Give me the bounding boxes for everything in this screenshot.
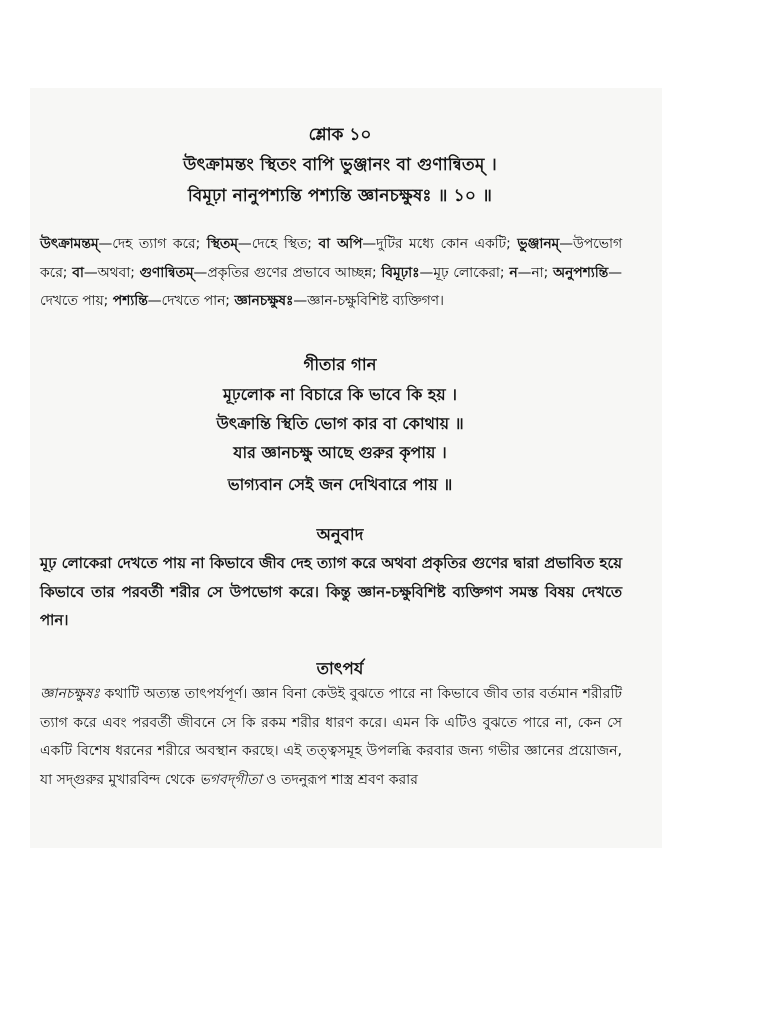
song-line: মূঢ়লোক না বিচারে কি ভাবে কি হয় । (223, 385, 457, 404)
synonym-word: উৎক্রামন্তম্ (40, 236, 99, 252)
synonym-word: ভুঞ্জানম্ (517, 236, 560, 252)
synonym-meaning: —অথবা; (83, 264, 140, 281)
synonym-word: গুণান্বিতম্ (139, 264, 194, 281)
synonym-meaning: —দেহ ত্যাগ করে; (98, 236, 207, 252)
synonym-meaning: —উপভোগ করে; (40, 236, 622, 281)
synonym-word: স্থিতম্ (206, 236, 238, 252)
purport-text-part-1: কথাটি অত্যন্ত তাৎপর্যপূর্ণ। জ্ঞান বিনা কেউই বুঝতে পারে না কিভাবে জীব তার বর্তমান শরীরটি ত্যাগ করে এবং পরবর্তী জীবনে সে কি রকম শরীর ধারণ করে। এমন কি এটিও বুঝতে পারে না, কেন সে একটি বিশেষ ধরনের শরীরে অবস্থান করছে। এই তত্ত্বসমূহ উপলব্ধি করবার জন্য গভীর জ্ঞানের প্রয়োজন, যা সদ্‌গুরুর মুখারবিন্দ থেকে (40, 686, 622, 788)
synonym-word: অনুপশ্যন্তি (553, 264, 609, 281)
synonym-meaning: —মূঢ় লোকেরা; (419, 264, 510, 281)
verse-line-1: উৎক্রামন্তং স্থিতং বাপি ভুঞ্জানং বা গুণান্বিতম্ । (183, 155, 497, 175)
verse-line-2: বিমূঢ়া নানুপশ্যন্তি পশ্যন্তি জ্ঞানচক্ষুষঃ ॥ ১০ ॥ (187, 186, 493, 206)
synonym-meaning: —দেখতে পান; (147, 293, 235, 309)
synonym-word: জ্ঞানচক্ষুষঃ (234, 293, 294, 309)
synonym-meaning: —দুটির মধ্যে কোন একটি; (362, 236, 518, 252)
purport-text-part-2: ও তদনুরূপ শাস্ত্র শ্রবণ করার (261, 771, 418, 788)
translation-heading: অনুবাদ (316, 525, 364, 544)
translation-text: মূঢ় লোকেরা দেখতে পায় না কিভাবে জীব দেহ ত্যাগ করে অথবা প্রকৃতির গুণের দ্বারা প্রভাবিত হয়ে কিভাবে তার পরবর্তী শরীর সে উপভোগ করে। কিন্তু জ্ঞান-চক্ষুবিশিষ্ট ব্যক্তিগণ সমস্ত বিষয় দেখতে পান। (40, 555, 622, 629)
synonym-word: বিমূঢ়াঃ (381, 264, 420, 281)
song-line: উৎক্রান্তি স্থিতি ভোগ কার বা কোথায় ॥ (216, 414, 464, 433)
purport-book-title: ভগবদ্‌গীতা (199, 771, 262, 788)
synonym-word: বা (72, 264, 84, 281)
synonym-meaning: —দেহে স্থিত; (237, 236, 319, 252)
synonym-meaning: —না; (517, 264, 554, 281)
synonym-word: পশ্যন্তি (112, 293, 148, 309)
purport-heading: তাৎপর্য (316, 659, 364, 678)
song-heading: গীতার গান (303, 355, 377, 374)
synonym-word: ন (509, 264, 518, 281)
purport-term: জ্ঞানচক্ষুষঃ (40, 686, 100, 702)
purport-paragraph (40, 680, 622, 794)
synonyms-paragraph (40, 230, 622, 316)
song-line: যার জ্ঞানচক্ষু আছে গুরুর কৃপায় । (233, 443, 447, 462)
verse-title: শ্লোক ১০ (308, 125, 372, 145)
synonym-meaning: —জ্ঞান-চক্ষুবিশিষ্ট ব্যক্তিগণ। (293, 293, 444, 309)
synonym-meaning: —প্রকৃতির গুণের প্রভাবে আচ্ছন্ন; (193, 264, 382, 281)
synonym-word: বা অপি (318, 236, 363, 252)
song-line: ভাগ্যবান সেই জন দেখিবারে পায় ॥ (227, 475, 453, 494)
synonym-meaning: —দেখতে পায়; (40, 264, 622, 309)
